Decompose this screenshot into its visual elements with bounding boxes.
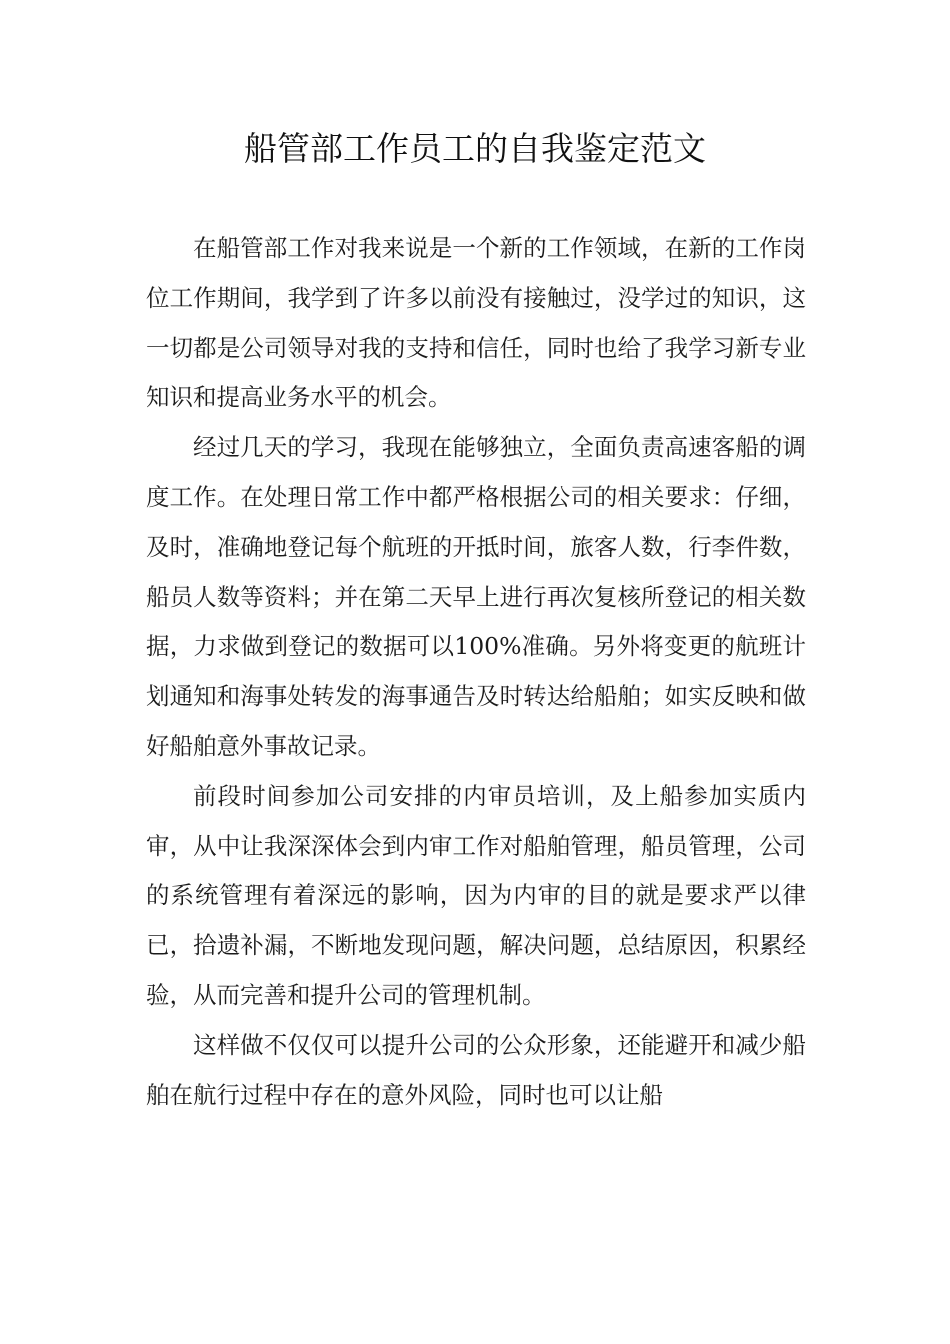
document-title: 船管部工作员工的自我鉴定范文 — [244, 129, 706, 168]
paragraph-1: 在船管部工作对我来说是一个新的工作领域，在新的工作岗位工作期间，我学到了许多以前没有接触过，没学过的知识，这一切都是公司领导对我的支持和信任，同时也给了我学习新专业知识和提高业务水平的机会。 — [146, 234, 806, 412]
paragraph-3: 前段时间参加公司安排的内审员培训，及上船参加实质内审，从中让我深深体会到内审工作对船舶管理，船员管理，公司的系统管理有着深远的影响，因为内审的目的就是要求严以律已，拾遗补漏，不断地发现问题，解决问题，总结原因，积累经验，从而完善和提升公司的管理机制。 — [146, 781, 806, 1009]
paragraph-2: 经过几天的学习，我现在能够独立，全面负责高速客船的调度工作。在处理日常工作中都严格根据公司的相关要求：仔细，及时，准确地登记每个航班的开抵时间，旅客人数，行李件数，船员人数等资料；并在第二天早上进行再次复核所登记的相关数据，力求做到登记的数据可以100%准确。另外将变更的航班计划通知和海事处转发的海事通告及时转达给船舶；如实反映和做好船舶意外事故记录。 — [146, 433, 806, 760]
paragraph-4: 这样做不仅仅可以提升公司的公众形象，还能避开和减少船舶在航行过程中存在的意外风险，同时也可以让船 — [146, 1030, 806, 1109]
document-body — [146, 224, 806, 1120]
